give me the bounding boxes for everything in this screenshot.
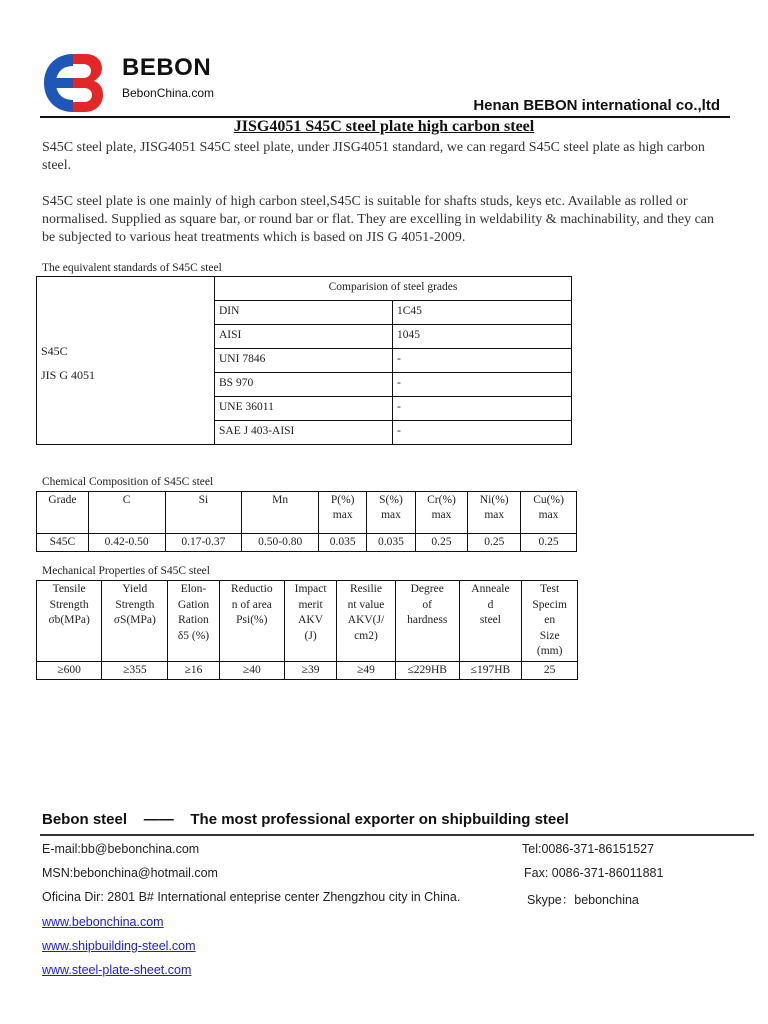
contact-office: Oficina Dir: 2801 B# International enteprise center Zhengzhou city in China.: [42, 890, 461, 904]
footer-tagline: [42, 811, 569, 828]
value-cell: 1C45: [393, 301, 572, 325]
header-text: Ration: [178, 614, 209, 626]
mechanical-caption: Mechanical Properties of S45C steel: [42, 565, 210, 577]
mechanical-value-cell: ≥40: [219, 661, 285, 680]
header-text: max: [538, 509, 559, 521]
chemical-value-cell: 0.035: [319, 534, 367, 552]
footer-dash: ——: [143, 811, 174, 828]
header-text: AKV(J/: [347, 614, 385, 626]
header-text: Psi(%): [236, 614, 268, 626]
header-text: Si: [198, 494, 209, 506]
chemical-value-cell: 0.50-0.80: [242, 534, 319, 552]
header-text: Grade: [48, 494, 77, 506]
header-text: Cr(%): [427, 494, 456, 506]
intro-paragraph: S45C steel plate, JISG4051 S45C steel plate, under JISG4051 standard, we can regard S45C steel plate as high carbon steel.: [42, 140, 705, 173]
standard-cell: UNI 7846: [215, 349, 393, 373]
header-text: Tensile: [52, 583, 86, 595]
footer-slogan: The most professional exporter on shipbuilding steel: [190, 811, 569, 828]
value-cell: -: [393, 421, 572, 445]
mechanical-header-cell: [459, 581, 522, 662]
chemical-value-cell: 0.25: [521, 534, 577, 552]
link-shipbuilding-steel[interactable]: www.shipbuilding-steel.com: [42, 939, 196, 953]
mechanical-header-cell: [168, 581, 219, 662]
header-text: AKV: [298, 614, 324, 626]
chemical-composition-table: [36, 491, 577, 552]
chemical-header-cell: [88, 492, 165, 534]
chemical-value-cell: S45C: [37, 534, 89, 552]
mechanical-header-cell: [337, 581, 396, 662]
mechanical-value-cell: ≥600: [37, 661, 102, 680]
mechanical-value-cell: ≥355: [102, 661, 168, 680]
header-text: max: [381, 509, 401, 521]
comparison-header: Comparision of steel grades: [215, 277, 572, 301]
chemical-header-cell: [415, 492, 468, 534]
header-text: of: [422, 598, 433, 611]
header-text: Cu(%): [533, 494, 564, 506]
bebon-logo-icon: [40, 50, 106, 116]
footer-brand: Bebon steel: [42, 811, 128, 828]
mechanical-header-cell: [285, 581, 337, 662]
footer-divider: [40, 834, 754, 836]
header-text: σS(MPa): [113, 614, 156, 626]
standard-cell: AISI: [215, 325, 393, 349]
header-text: Yield: [122, 583, 148, 595]
header-text: C: [122, 494, 131, 506]
header-text: hardness: [407, 614, 448, 626]
table-header-row: [37, 492, 577, 534]
header-text: σb(MPa): [48, 614, 90, 626]
header-text: en: [544, 614, 556, 626]
company-name: Henan BEBON international co.,ltd: [473, 97, 720, 114]
value-cell: 1045: [393, 325, 572, 349]
contact-email: E-mail:bb@bebonchina.com: [42, 842, 200, 856]
mechanical-value-cell: ≤197HB: [459, 661, 522, 680]
header-text: Impact: [294, 583, 327, 595]
link-steel-plate-sheet[interactable]: www.steel-plate-sheet.com: [42, 963, 192, 977]
equivalent-standards-table: [36, 276, 572, 445]
header-text: Anneale: [471, 583, 510, 595]
contact-tel: Tel:0086-371-86151527: [522, 842, 655, 856]
mechanical-header-cell: [102, 581, 168, 662]
value-cell: -: [393, 349, 572, 373]
chemical-caption: Chemical Composition of S45C steel: [42, 476, 214, 488]
chemical-value-cell: 0.25: [468, 534, 521, 552]
header-text: Specim: [532, 598, 567, 611]
chemical-header-cell: [165, 492, 242, 534]
header-text: d: [487, 598, 494, 611]
header-text: max: [332, 509, 353, 521]
mechanical-header-cell: [395, 581, 459, 662]
document-title: JISG4051 S45C steel plate high carbon steel: [233, 118, 535, 135]
mechanical-value-cell: ≥39: [285, 661, 337, 680]
mechanical-header-cell: [522, 581, 578, 662]
mechanical-value-cell: ≥16: [168, 661, 219, 680]
standard-cell: SAE J 403-AISI: [215, 421, 393, 445]
header-text: Reductio: [231, 583, 273, 595]
mechanical-value-cell: ≥49: [337, 661, 396, 680]
header-text: P(%): [330, 494, 355, 506]
header-text: max: [431, 509, 452, 521]
header-text: Strength: [49, 598, 89, 611]
header-text: steel: [479, 614, 501, 626]
header-text: nt value: [347, 598, 385, 611]
header-text: (mm): [536, 645, 563, 657]
header-text: δ5 (%): [177, 629, 210, 642]
header-text: (J): [304, 629, 317, 642]
chemical-value-cell: 0.17-0.37: [165, 534, 242, 552]
contact-fax: Fax: 0086-371-86011881: [524, 866, 664, 880]
header-text: Resilie: [350, 583, 382, 595]
header-text: cm2): [354, 629, 378, 642]
link-bebonchina[interactable]: www.bebonchina.com: [42, 915, 164, 929]
header-text: max: [484, 509, 505, 521]
header-text: S(%): [379, 494, 403, 506]
logo-brand-name: BEBON: [122, 54, 212, 81]
table-header-row: [37, 581, 578, 662]
chemical-header-cell: [37, 492, 89, 534]
standard-cell: BS 970: [215, 373, 393, 397]
logo-site-name: BebonChina.com: [122, 86, 215, 100]
header-text: Size: [539, 629, 560, 642]
header-text: Elon-: [180, 583, 207, 595]
chemical-header-cell: [367, 492, 415, 534]
chemical-header-cell: [242, 492, 319, 534]
mechanical-properties-table: [36, 580, 578, 680]
grade-name: S45C: [41, 343, 68, 358]
table-row: [37, 534, 577, 552]
header-text: merit: [298, 598, 323, 611]
table-row: [37, 661, 578, 680]
header-text: Mn: [272, 494, 289, 506]
chemical-value-cell: 0.035: [367, 534, 415, 552]
value-cell: -: [393, 397, 572, 421]
chemical-value-cell: 0.25: [415, 534, 468, 552]
equivalent-caption: The equivalent standards of S45C steel: [42, 262, 222, 274]
company-logo: [40, 48, 220, 118]
grade-standard: JIS G 4051: [41, 367, 96, 382]
standard-cell: DIN: [215, 301, 393, 325]
mechanical-value-cell: ≤229HB: [395, 661, 459, 680]
chemical-header-cell: [521, 492, 577, 534]
header-text: Ni(%): [479, 494, 509, 506]
description-paragraph: S45C steel plate is one mainly of high carbon steel,S45C is suitable for shafts studs, keys etc. Available as rolled or normalised. Supplied as square bar, or round bar or flat. They are excelling in weldability & machinability, and they can be subjected to various heat treatments which is based on JIS G 4051-2009.: [42, 194, 715, 245]
header-text: Strength: [115, 598, 155, 611]
header-text: Gation: [177, 598, 210, 611]
mechanical-header-cell: [219, 581, 285, 662]
standard-cell: UNE 36011: [215, 397, 393, 421]
header-text: Test: [540, 583, 560, 595]
value-cell: -: [393, 373, 572, 397]
chemical-header-cell: [468, 492, 521, 534]
mechanical-value-cell: 25: [522, 661, 578, 680]
header-text: n of area: [231, 598, 272, 611]
mechanical-header-cell: [37, 581, 102, 662]
chemical-value-cell: 0.42-0.50: [88, 534, 165, 552]
chemical-header-cell: [319, 492, 367, 534]
contact-skype: Skype：bebonchina: [527, 893, 639, 907]
grade-cell: [37, 277, 215, 445]
header-text: Degree: [410, 583, 444, 595]
contact-msn: MSN:bebonchina@hotmail.com: [42, 866, 218, 880]
